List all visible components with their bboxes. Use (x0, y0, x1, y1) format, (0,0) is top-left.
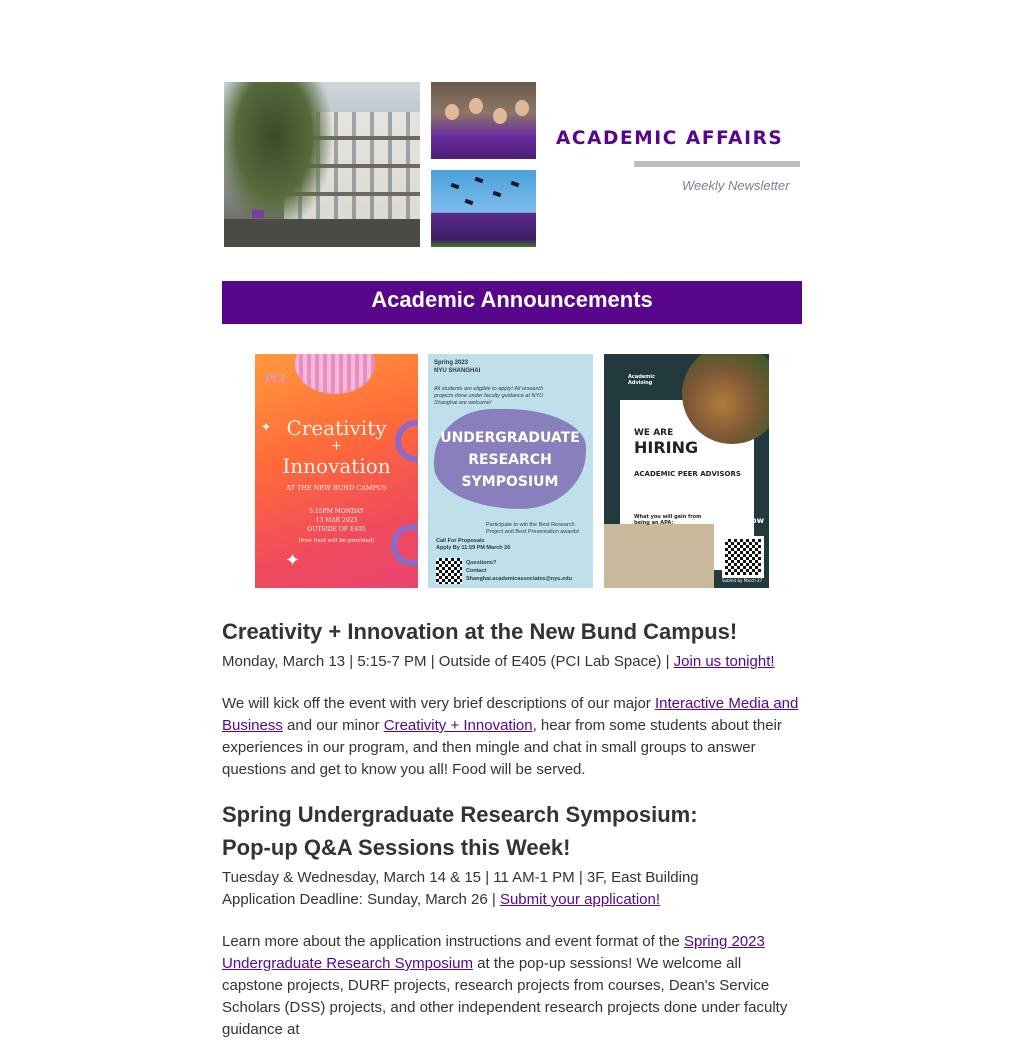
sparkle-icon: ✦ (261, 420, 272, 434)
poster-line: Creativity (286, 416, 387, 440)
qr-code-icon (436, 558, 462, 584)
minor-link[interactable]: Creativity + Innovation (383, 717, 533, 734)
body-text: We will kick off the event with very brief descriptions of our major (222, 695, 655, 712)
poster-cfp: Call For Proposals (436, 538, 485, 544)
poster-school: NYU SHANGHAI (434, 368, 481, 374)
poster-contact: Contact (466, 568, 487, 574)
poster-intro: All students are eligible to apply! All research projects done under faculty guidance at NYU Shanghai are welcome! (434, 386, 544, 406)
sparkle-icon: ✦ (285, 550, 301, 570)
details-text: Application Deadline: Sunday, March 26 | (222, 891, 500, 908)
poster-email: Shanghai.academicassociates@nyu.edu (466, 576, 572, 582)
poster-line: Innovation (282, 454, 391, 478)
poster-gain: What you will gain from being an APA: (634, 514, 702, 526)
research-symposium-poster[interactable] (428, 354, 593, 588)
submit-application-link[interactable]: Submit your application! (499, 891, 661, 908)
poster-line: 5:15PM MONDAY (309, 508, 364, 515)
students-photo (431, 82, 536, 159)
article-body (222, 931, 802, 1041)
qr-code-icon (722, 536, 764, 578)
poster-line: + (330, 438, 343, 454)
symposium-link[interactable]: Spring 2023 Undergraduate Research Symposium (222, 933, 765, 972)
article-details (222, 891, 660, 908)
article-body (222, 693, 802, 781)
newsletter-subtitle: Weekly Newsletter (682, 178, 790, 193)
poster-title-line: SYMPOSIUM (461, 474, 559, 490)
body-text: at the pop-up sessions! We welcome all capstone projects, DURF projects, research projects from courses, Dean's Service Scholars (DSS) projects, and other independent research projects done under faculty guidance at (222, 955, 788, 1038)
poster-footer-band (604, 524, 714, 588)
poster-submit: Submit by March 27 (722, 578, 763, 583)
section-banner: Academic Announcements (222, 281, 802, 324)
body-text: Learn more about the application instructions and event format of the (222, 933, 684, 950)
join-link[interactable]: Join us tonight! (673, 653, 775, 670)
poster-line: 13 MAR 2023 (315, 517, 358, 524)
poster-awards: Participate to win the Best Research Project and Best Presentation awards! (486, 522, 580, 535)
major-link[interactable]: Interactive Media and Business (222, 695, 799, 734)
body-text: and our minor (282, 717, 384, 734)
poster-header: Spring 2023 (434, 360, 469, 366)
newsletter-title: ACADEMIC AFFAIRS (556, 128, 784, 149)
poster-title-line: RESEARCH (468, 452, 552, 468)
disco-ball-icon (295, 354, 375, 394)
poster-title-line: UNDERGRADUATE (440, 430, 580, 446)
poster-we-are: WE ARE (634, 428, 674, 438)
peer-advisors-hiring-poster[interactable] (604, 354, 769, 588)
campus-building-photo (224, 82, 420, 247)
poster-deadline: Apply By 11:59 PM March 26 (436, 545, 511, 551)
poster-line: (free food will be provided) (298, 538, 375, 544)
article-details: Tuesday & Wednesday, March 14 & 15 | 11 AM-1 PM | 3F, East Building (222, 869, 699, 886)
pci-logo: PCI (265, 372, 286, 385)
article-heading: Creativity + Innovation at the New Bund Campus! (222, 619, 738, 644)
poster-line: AT THE NEW BUND CAMPUS (286, 484, 387, 492)
poster-org: Academic Advising (628, 374, 656, 386)
poster-apply: Apply Now (716, 516, 764, 525)
poster-hiring: HIRING (634, 438, 699, 457)
article-details (222, 653, 775, 670)
details-text: Monday, March 13 | 5:15-7 PM | Outside of E405 (PCI Lab Space) | (222, 653, 674, 670)
article-heading: Pop-up Q&A Sessions this Week! (222, 835, 571, 860)
title-divider (634, 161, 800, 167)
creativity-innovation-poster[interactable] (255, 354, 418, 588)
body-text: , hear from some students about their experiences in our program, and then mingle and chat in small groups to answer questions and get to know you all! Food will be served. (222, 717, 782, 778)
poster-questions: Questions? (466, 560, 497, 566)
graduation-photo (431, 170, 536, 247)
article-heading: Spring Undergraduate Research Symposium: (222, 802, 698, 827)
poster-line: OUTSIDE OF E405 (307, 526, 366, 533)
poster-role: ACADEMIC PEER ADVISORS (634, 470, 741, 478)
